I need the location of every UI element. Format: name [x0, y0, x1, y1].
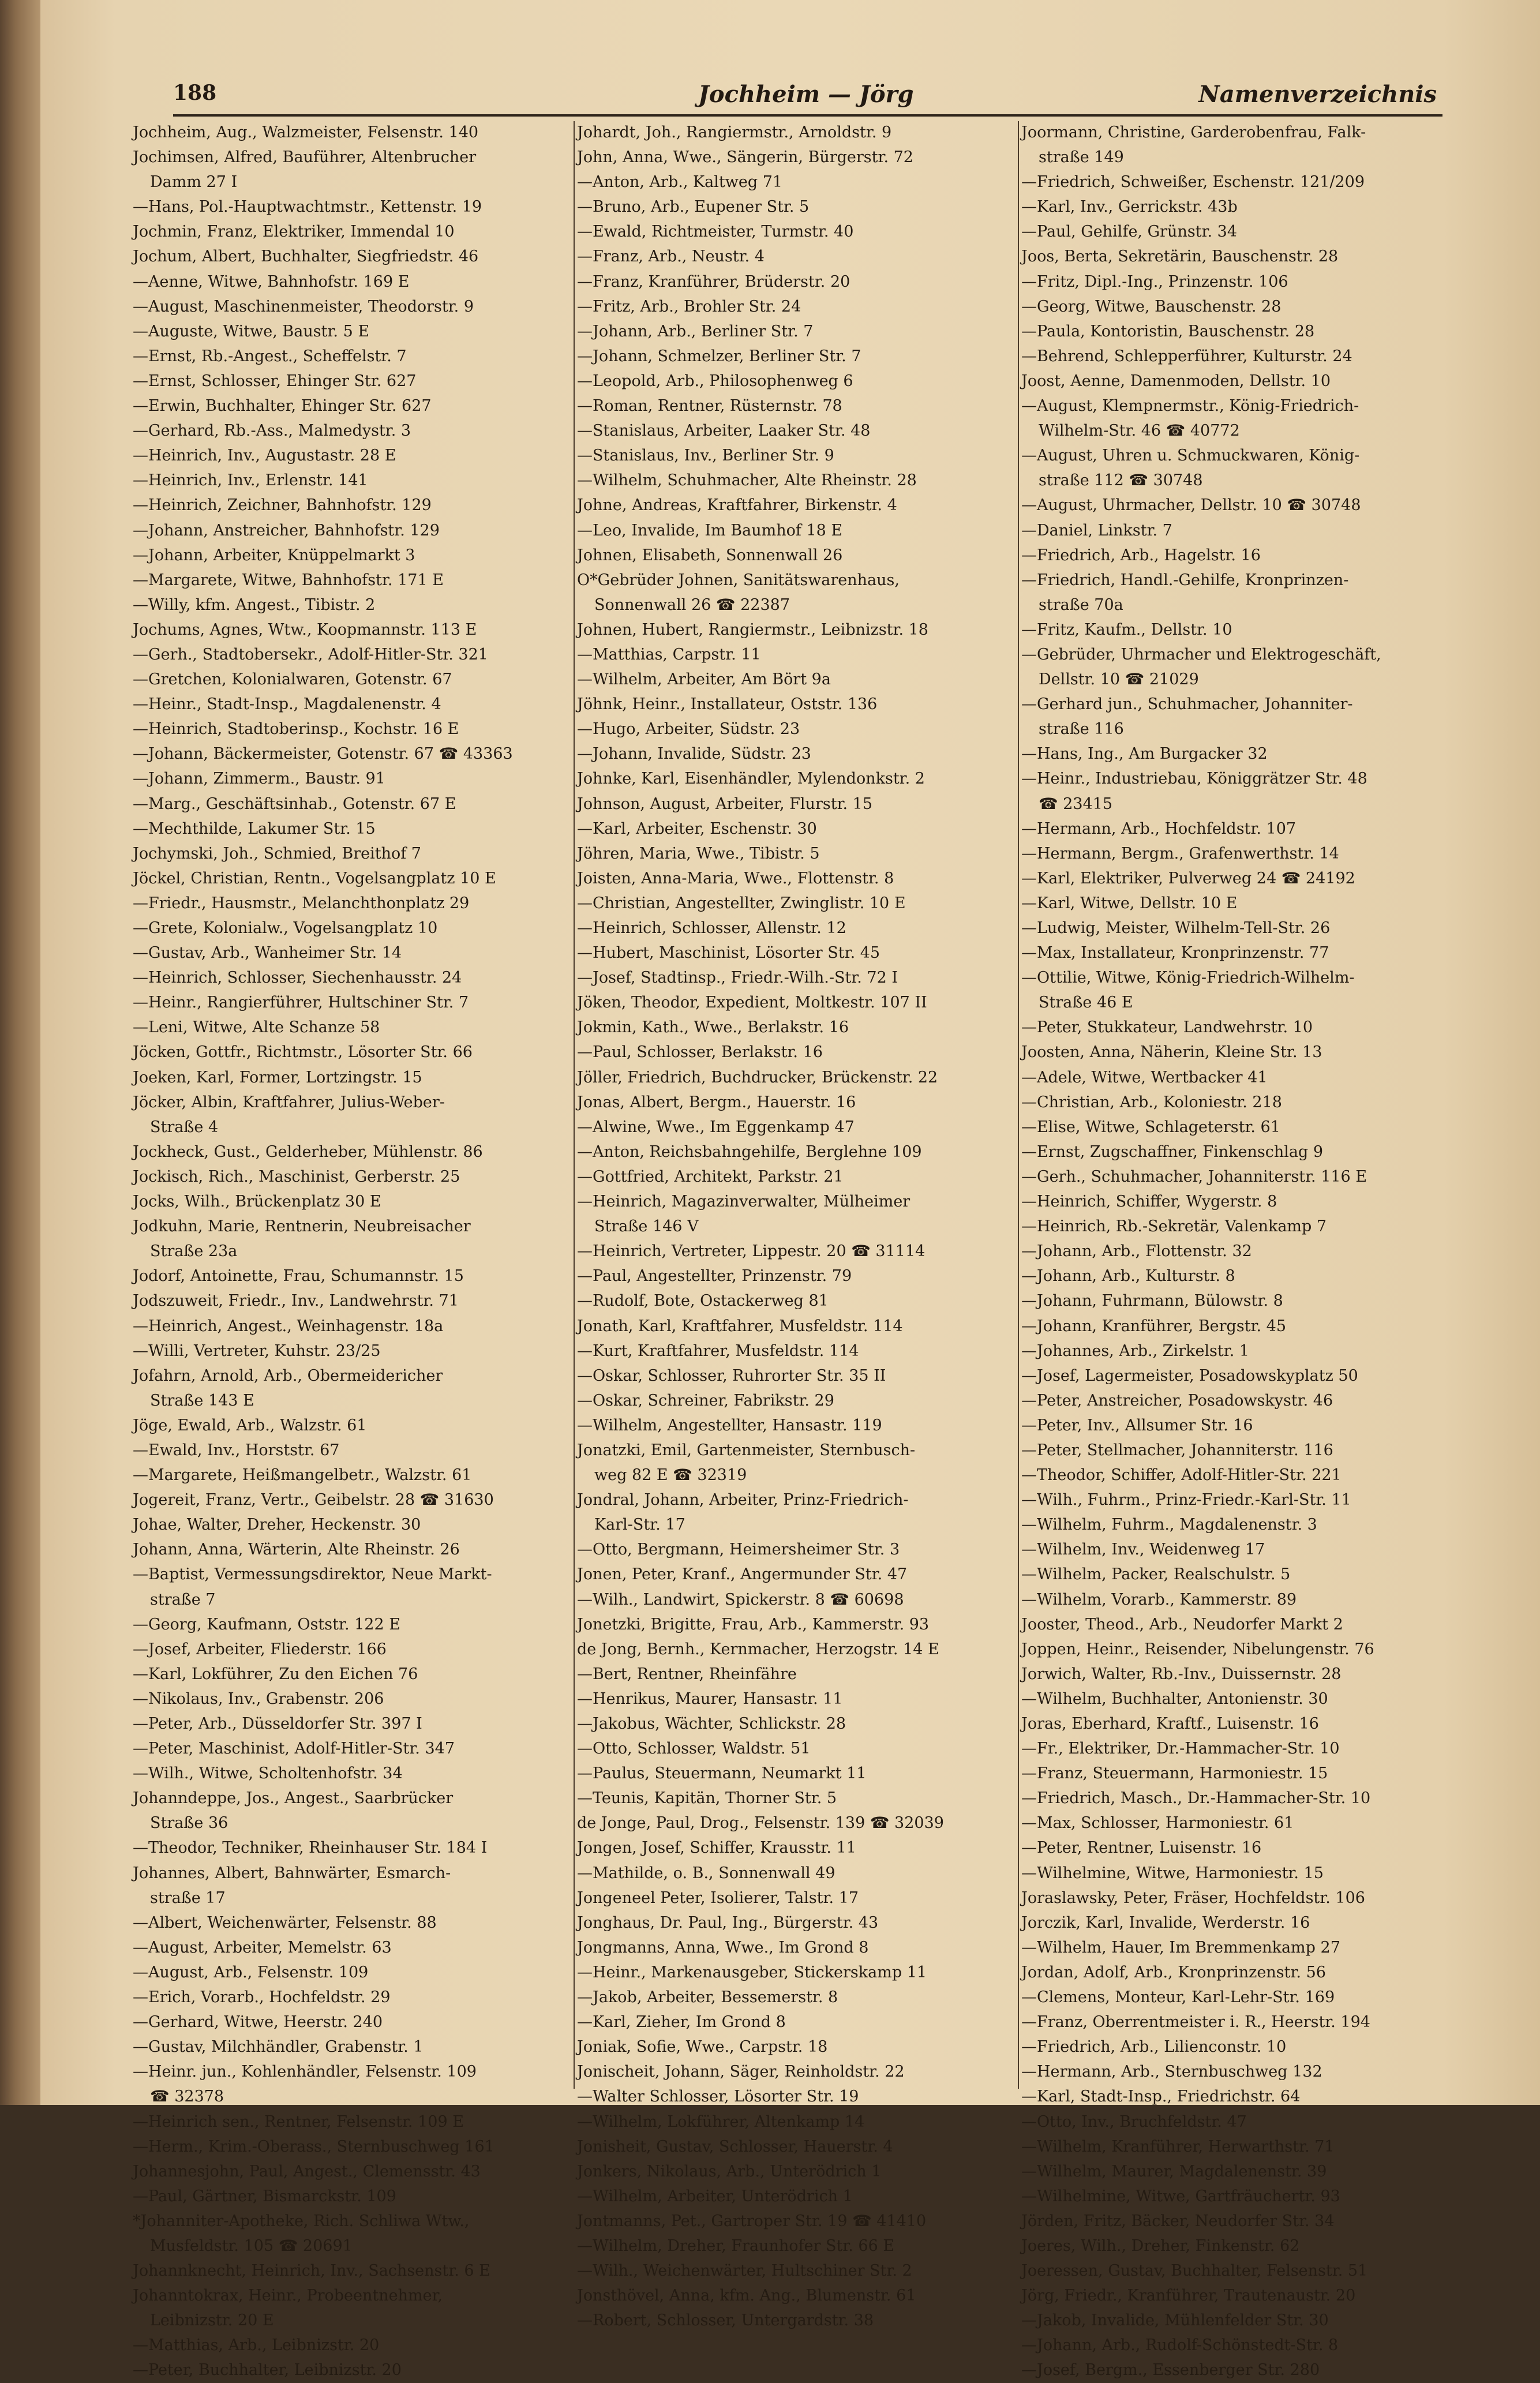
- directory-entry-line: —Christian, Arb., Koloniestr. 218: [1021, 1093, 1282, 1111]
- directory-entry-line: —Christian, Angestellter, Zwinglistr. 10 E: [577, 894, 906, 912]
- directory-entry-line: Jochheim, Aug., Walzmeister, Felsenstr. 140: [133, 123, 479, 141]
- directory-entry-line: —Johann, Arb., Flottenstr. 32: [1021, 1242, 1252, 1261]
- directory-entry-line: Jöge, Ewald, Arb., Walzstr. 61: [133, 1416, 367, 1434]
- directory-entry-line: Jöken, Theodor, Expedient, Moltkestr. 107 II: [577, 994, 927, 1012]
- page-header: [133, 75, 1437, 115]
- directory-entry-line: —Georg, Witwe, Bauschenstr. 28: [1021, 297, 1282, 316]
- directory-entry-line: —August, Klempnermstr., König-Friedrich-: [1021, 397, 1359, 415]
- directory-entry-line: —Otto, Inv., Bruchfeldstr. 47: [1021, 2112, 1247, 2131]
- directory-entry-line: Jöcker, Albin, Kraftfahrer, Julius-Weber-: [133, 1093, 445, 1111]
- directory-entry-line: ☎ 32378: [150, 2088, 224, 2106]
- directory-entry-line: Jonkers, Nikolaus, Arb., Unterödrich 1: [577, 2162, 882, 2180]
- directory-entry-line: Jocks, Wilh., Brückenplatz 30 E: [133, 1193, 381, 1211]
- directory-entry-line: —Wilhelm, Hauer, Im Bremmenkamp 27: [1021, 1938, 1340, 1957]
- directory-entry-line: Jodkuhn, Marie, Rentnerin, Neubreisacher: [133, 1217, 471, 1236]
- directory-entry-line: —Wilhelm, Packer, Realschulstr. 5: [1021, 1565, 1291, 1584]
- directory-entry-line: Jodszuweit, Friedr., Inv., Landwehrstr. 71: [133, 1292, 459, 1310]
- directory-entry-line: Jongen, Josef, Schiffer, Krausstr. 11: [577, 1839, 856, 1857]
- directory-entry-line: —Elise, Witwe, Schlageterstr. 61: [1021, 1118, 1280, 1136]
- directory-entry-line: —Friedrich, Schweißer, Eschenstr. 121/209: [1021, 173, 1365, 192]
- directory-entry-line: —Johann, Kranführer, Bergstr. 45: [1021, 1317, 1287, 1335]
- directory-entry-line: —Johann, Anstreicher, Bahnhofstr. 129: [133, 521, 440, 539]
- directory-entry-line: —Teunis, Kapitän, Thorner Str. 5: [577, 1789, 837, 1808]
- directory-entry-line: Straße 46 E: [1039, 994, 1133, 1012]
- directory-entry-line: —Jakob, Invalide, Mühlenfelder Str. 30: [1021, 2311, 1329, 2330]
- directory-entry-line: —Wilhelm, Arbeiter, Am Bört 9a: [577, 670, 831, 689]
- directory-entry-line: —Max, Installateur, Kronprinzenstr. 77: [1021, 944, 1329, 962]
- directory-entry-line: Jörden, Fritz, Bäcker, Neudorfer Str. 34: [1021, 2212, 1335, 2230]
- directory-entry-line: —Franz, Kranführer, Brüderstr. 20: [577, 272, 850, 291]
- directory-entry-line: —Ludwig, Meister, Wilhelm-Tell-Str. 26: [1021, 919, 1331, 937]
- directory-entry-line: —Oskar, Schreiner, Fabrikstr. 29: [577, 1391, 834, 1410]
- directory-entry-line: —Wilhelm, Angestellter, Hansastr. 119: [577, 1416, 882, 1434]
- directory-entry-line: Joraslawsky, Peter, Fräser, Hochfeldstr. 106: [1021, 1889, 1365, 1907]
- directory-entry-line: —Wilh., Witwe, Scholtenhofstr. 34: [133, 1764, 403, 1783]
- directory-entry-line: —Fritz, Arb., Brohler Str. 24: [577, 297, 801, 316]
- directory-entry-line: —Leni, Witwe, Alte Schanze 58: [133, 1018, 380, 1037]
- directory-entry-line: —Johann, Zimmerm., Baustr. 91: [133, 770, 385, 788]
- directory-entry-line: —Wilh., Weichenwärter, Hultschiner Str. 2: [577, 2262, 912, 2280]
- directory-entry-line: —Stanislaus, Arbeiter, Laaker Str. 48: [577, 422, 871, 440]
- directory-entry-line: Joosten, Anna, Näherin, Kleine Str. 13: [1021, 1043, 1322, 1062]
- directory-entry-line: —Daniel, Linkstr. 7: [1021, 521, 1172, 539]
- directory-entry-line: Johae, Walter, Dreher, Heckenstr. 30: [133, 1516, 421, 1534]
- directory-entry-line: —Johann, Invalide, Südstr. 23: [577, 745, 811, 763]
- directory-entry-line: —Gerh., Stadtobersekr., Adolf-Hitler-Str. 321: [133, 645, 488, 664]
- directory-entry-line: —Hans, Pol.-Hauptwachtmstr., Kettenstr. 19: [133, 198, 482, 216]
- directory-entry-line: —Theodor, Techniker, Rheinhauser Str. 184 I: [133, 1839, 488, 1857]
- directory-entry-line: —Kurt, Kraftfahrer, Musfeldstr. 114: [577, 1342, 859, 1360]
- directory-entry-line: Jongeneel Peter, Isolierer, Talstr. 17: [577, 1889, 859, 1907]
- directory-entry-line: Joormann, Christine, Garderobenfrau, Falk-: [1021, 123, 1366, 141]
- directory-entry-line: —Alwine, Wwe., Im Eggenkamp 47: [577, 1118, 855, 1136]
- directory-entry-line: —Baptist, Vermessungsdirektor, Neue Markt-: [133, 1565, 492, 1584]
- directory-entry-line: straße 70a: [1039, 595, 1123, 614]
- directory-entry-line: Jonatzki, Emil, Gartenmeister, Sternbusch-: [577, 1441, 916, 1459]
- directory-entry-line: Sonnenwall 26 ☎ 22387: [594, 595, 790, 614]
- directory-entry-line: —Hermann, Arb., Sternbuschweg 132: [1021, 2063, 1322, 2081]
- directory-entry-line: straße 112 ☎ 30748: [1039, 471, 1203, 490]
- directory-entry-line: Joniak, Sofie, Wwe., Carpstr. 18: [577, 2038, 828, 2056]
- directory-entry-line: Jokmin, Kath., Wwe., Berlakstr. 16: [577, 1018, 849, 1037]
- directory-entry-line: —Heinrich, Vertreter, Lippestr. 20 ☎ 31114: [577, 1242, 926, 1261]
- directory-entry-line: Joeres, Wilh., Dreher, Finkenstr. 62: [1021, 2236, 1300, 2255]
- directory-entry-line: —Ernst, Zugschaffner, Finkenschlag 9: [1021, 1142, 1324, 1161]
- directory-entry-line: —Wilhelmine, Witwe, Gartfräuchertr. 93: [1021, 2187, 1340, 2205]
- directory-entry-line: —Gerhard jun., Schuhmacher, Johanniter-: [1021, 695, 1353, 714]
- directory-entry-line: —Matthias, Arb., Leibnizstr. 20: [133, 2336, 380, 2355]
- directory-entry-line: —Johannes, Arb., Zirkelstr. 1: [1021, 1342, 1250, 1360]
- directory-entry-line: —Wilhelm, Dreher, Fraunhofer Str. 66 E: [577, 2236, 895, 2255]
- directory-entry-line: Johardt, Joh., Rangiermstr., Arnoldstr. 9: [577, 123, 892, 141]
- directory-entry-line: —Heinrich sen., Rentner, Felsenstr. 109 E: [133, 2112, 464, 2131]
- directory-entry-line: —Heinr., Rangierführer, Hultschiner Str. 7: [133, 994, 469, 1012]
- directory-entry-line: Joost, Aenne, Damenmoden, Dellstr. 10: [1021, 372, 1331, 390]
- directory-entry-line: —Johann, Arbeiter, Knüppelmarkt 3: [133, 546, 415, 564]
- directory-entry-line: —Heinrich, Schlosser, Siechenhausstr. 24: [133, 969, 462, 987]
- directory-entry-line: —Leopold, Arb., Philosophenweg 6: [577, 372, 853, 390]
- directory-entry-line: Jonas, Albert, Bergm., Hauerstr. 16: [577, 1093, 856, 1111]
- section-title: Namenverzeichnis: [1198, 81, 1437, 108]
- directory-entry-line: —Clemens, Monteur, Karl-Lehr-Str. 169: [1021, 1988, 1335, 2007]
- directory-entry-line: straße 116: [1039, 720, 1124, 739]
- directory-entry-line: —Franz, Arb., Neustr. 4: [577, 248, 765, 266]
- directory-entry-line: —Wilh., Landwirt, Spickerstr. 8 ☎ 60698: [577, 1590, 904, 1609]
- directory-entry-line: Johanntokrax, Heinr., Probeentnehmer,: [133, 2287, 443, 2305]
- directory-entry-line: —Oskar, Schlosser, Ruhrorter Str. 35 II: [577, 1366, 886, 1385]
- directory-entry-line: —Jakobus, Wächter, Schlickstr. 28: [577, 1715, 846, 1733]
- directory-entry-line: Wilhelm-Str. 46 ☎ 40772: [1039, 422, 1240, 440]
- directory-entry-line: —Heinrich, Inv., Augustastr. 28 E: [133, 447, 396, 465]
- directory-entry-line: John, Anna, Wwe., Sängerin, Bürgerstr. 72: [577, 148, 913, 167]
- directory-entry-line: —Henrikus, Maurer, Hansastr. 11: [577, 1689, 843, 1708]
- directory-entry-line: —Peter, Inv., Allsumer Str. 16: [1021, 1416, 1253, 1434]
- directory-entry-line: Johnson, August, Arbeiter, Flurstr. 15: [577, 795, 873, 813]
- directory-entry-line: de Jonge, Paul, Drog., Felsenstr. 139 ☎ 32039: [577, 1814, 944, 1833]
- directory-entry-line: —Robert, Schlosser, Untergardstr. 38: [577, 2311, 874, 2330]
- directory-entry-line: straße 17: [150, 1889, 226, 1907]
- directory-entry-line: Joppen, Heinr., Reisender, Nibelungenstr. 76: [1021, 1640, 1374, 1658]
- directory-entry-line: —Peter, Arb., Düsseldorfer Str. 397 I: [133, 1715, 422, 1733]
- directory-entry-line: —Heinrich, Schlosser, Allenstr. 12: [577, 919, 846, 937]
- directory-entry-line: Jochums, Agnes, Wtw., Koopmannstr. 113 E: [133, 620, 477, 639]
- directory-entry-line: Joos, Berta, Sekretärin, Bauschenstr. 28: [1021, 248, 1339, 266]
- directory-entry-line: —Friedrich, Handl.-Gehilfe, Kronprinzen-: [1021, 571, 1349, 589]
- directory-entry-line: Straße 146 V: [594, 1217, 699, 1236]
- directory-entry-line: —Johann, Arb., Berliner Str. 7: [577, 322, 814, 340]
- directory-entry-line: Jöller, Friedrich, Buchdrucker, Brückenstr. 22: [577, 1068, 938, 1086]
- directory-entry-line: —Hermann, Arb., Hochfeldstr. 107: [1021, 819, 1297, 838]
- directory-entry-line: Jochymski, Joh., Schmied, Breithof 7: [133, 844, 421, 863]
- header-rule: [173, 114, 1442, 117]
- directory-entry-line: Joras, Eberhard, Kraftf., Luisenstr. 16: [1021, 1715, 1319, 1733]
- directory-entry-line: —Friedrich, Arb., Hagelstr. 16: [1021, 546, 1261, 564]
- directory-entry-line: —Bert, Rentner, Rheinfähre: [577, 1665, 797, 1683]
- directory-entry-line: —Peter, Stellmacher, Johanniterstr. 116: [1021, 1441, 1333, 1459]
- directory-entry-line: —Hans, Ing., Am Burgacker 32: [1021, 745, 1268, 763]
- directory-entry-line: —Aenne, Witwe, Bahnhofstr. 169 E: [133, 272, 410, 291]
- directory-entry-line: —Friedr., Hausmstr., Melanchthonplatz 29: [133, 894, 470, 912]
- directory-entry-line: —Heinr., Stadt-Insp., Magdalenenstr. 4: [133, 695, 441, 714]
- directory-entry-line: —Marg., Geschäftsinhab., Gotenstr. 67 E: [133, 795, 456, 813]
- directory-entry-line: —Karl, Inv., Gerrickstr. 43b: [1021, 198, 1238, 216]
- directory-entry-line: —Bruno, Arb., Eupener Str. 5: [577, 198, 810, 216]
- directory-entry-line: —Paul, Gärtner, Bismarckstr. 109: [133, 2187, 396, 2205]
- directory-entry-line: Jöcken, Gottfr., Richtmstr., Lösorter Str. 66: [133, 1043, 473, 1062]
- directory-entry-line: Jöckel, Christian, Rentn., Vogelsangplatz 10 E: [133, 869, 496, 887]
- directory-entry-line: Jondral, Johann, Arbeiter, Prinz-Friedrich-: [577, 1491, 909, 1509]
- page-number: 188: [173, 81, 217, 105]
- directory-entry-line: ☎ 23415: [1039, 795, 1113, 813]
- directory-entry-line: Jochimsen, Alfred, Bauführer, Altenbrucher: [133, 148, 477, 167]
- directory-entry-line: O*Gebrüder Johnen, Sanitätswarenhaus,: [577, 571, 900, 589]
- directory-entry-line: —Josef, Lagermeister, Posadowskyplatz 50: [1021, 1366, 1358, 1385]
- directory-entry-line: —Heinr., Markenausgeber, Stickerskamp 11: [577, 1963, 927, 1981]
- directory-entry-line: Jochmin, Franz, Elektriker, Immendal 10: [133, 223, 455, 241]
- directory-entry-line: —Max, Schlosser, Harmoniestr. 61: [1021, 1814, 1294, 1833]
- directory-entry-line: —Wilhelm, Maurer, Magdalenenstr. 39: [1021, 2162, 1327, 2180]
- directory-entry-line: Johannesjohn, Paul, Angest., Clemensstr. 43: [133, 2162, 481, 2180]
- name-range-heading: Jochheim — Jörg: [698, 81, 914, 108]
- directory-entry-line: —Stanislaus, Inv., Berliner Str. 9: [577, 447, 834, 465]
- directory-entry-line: —Heinrich, Stadtoberinsp., Kochstr. 16 E: [133, 720, 459, 739]
- directory-entry-line: —Behrend, Schlepperführer, Kulturstr. 24: [1021, 347, 1352, 365]
- directory-entry-line: —Wilhelm, Kranführer, Herwarthstr. 71: [1021, 2137, 1335, 2156]
- directory-entry-line: —Wilhelm, Arbeiter, Unterödrich 1: [577, 2187, 853, 2205]
- directory-entry-line: Jongmanns, Anna, Wwe., Im Grond 8: [577, 1938, 869, 1957]
- directory-entry-line: —Paul, Gehilfe, Grünstr. 34: [1021, 223, 1238, 241]
- directory-entry-line: —Erwin, Buchhalter, Ehinger Str. 627: [133, 397, 432, 415]
- directory-entry-line: —Erich, Vorarb., Hochfeldstr. 29: [133, 1988, 391, 2007]
- directory-entry-line: —Karl, Elektriker, Pulverweg 24 ☎ 24192: [1021, 869, 1355, 887]
- directory-entry-line: Jonetzki, Brigitte, Frau, Arb., Kammerstr. 93: [577, 1615, 930, 1633]
- directory-entry-line: —Albert, Weichenwärter, Felsenstr. 88: [133, 1913, 437, 1932]
- directory-entry-line: Jodorf, Antoinette, Frau, Schumannstr. 15: [133, 1267, 464, 1286]
- directory-entry-line: —Adele, Witwe, Wertbacker 41: [1021, 1068, 1268, 1086]
- directory-entry-line: —Leo, Invalide, Im Baumhof 18 E: [577, 521, 843, 539]
- directory-entry-line: —Wilh., Fuhrm., Prinz-Friedr.-Karl-Str. 11: [1021, 1491, 1351, 1509]
- directory-entry-line: Johannknecht, Heinrich, Inv., Sachsenstr. 6 E: [133, 2262, 490, 2280]
- directory-entry-line: —Mechthilde, Lakumer Str. 15: [133, 819, 376, 838]
- directory-entry-line: —Josef, Arbeiter, Fliederstr. 166: [133, 1640, 387, 1658]
- directory-entry-line: Straße 4: [150, 1118, 219, 1136]
- directory-entry-line: —Franz, Oberrentmeister i. R., Heerstr. 194: [1021, 2013, 1370, 2032]
- directory-entry-line: —Josef, Bergm., Essenberger Str. 280: [1021, 2361, 1320, 2380]
- directory-entry-line: —Karl, Stadt-Insp., Friedrichstr. 64: [1021, 2088, 1301, 2106]
- directory-entry-line: straße 149: [1039, 148, 1124, 167]
- directory-entry-line: —Peter, Maschinist, Adolf-Hitler-Str. 347: [133, 1740, 455, 1758]
- directory-entry-line: Musfeldstr. 105 ☎ 20691: [150, 2236, 353, 2255]
- directory-entry-line: —Peter, Rentner, Luisenstr. 16: [1021, 1839, 1262, 1857]
- directory-entry-line: —Ottilie, Witwe, König-Friedrich-Wilhelm-: [1021, 969, 1355, 987]
- directory-entry-line: Jörg, Friedr., Kranführer, Trautenaustr. 20: [1021, 2287, 1356, 2305]
- directory-entry-line: —Theodor, Schiffer, Adolf-Hitler-Str. 221: [1021, 1466, 1342, 1485]
- directory-entry-line: Jockheck, Gust., Gelderheber, Mühlenstr. 86: [133, 1142, 483, 1161]
- directory-entry-line: —Georg, Kaufmann, Oststr. 122 E: [133, 1615, 400, 1633]
- column-divider: [1018, 121, 1019, 2089]
- directory-entry-line: Jonischeit, Johann, Säger, Reinholdstr. 22: [577, 2063, 905, 2081]
- directory-entry-line: —Josef, Stadtinsp., Friedr.-Wilh.-Str. 72 I: [577, 969, 898, 987]
- directory-entry-line: —Wilhelm, Fuhrm., Magdalenenstr. 3: [1021, 1516, 1317, 1534]
- directory-entry-line: —Heinrich, Zeichner, Bahnhofstr. 129: [133, 496, 432, 515]
- directory-entry-line: Jofahrn, Arnold, Arb., Obermeidericher: [133, 1366, 443, 1385]
- directory-entry-line: —Gerhard, Witwe, Heerstr. 240: [133, 2013, 383, 2032]
- directory-entry-line: Jogereit, Franz, Vertr., Geibelstr. 28 ☎ 31630: [133, 1491, 494, 1509]
- directory-entry-line: Jonghaus, Dr. Paul, Ing., Bürgerstr. 43: [577, 1913, 879, 1932]
- directory-entry-line: —August, Maschinenmeister, Theodorstr. 9: [133, 297, 474, 316]
- directory-entry-line: Karl-Str. 17: [594, 1516, 685, 1534]
- directory-entry-line: Johnke, Karl, Eisenhändler, Mylendonkstr. 2: [577, 770, 925, 788]
- directory-entry-line: —Johann, Schmelzer, Berliner Str. 7: [577, 347, 861, 365]
- directory-entry-line: —Peter, Stukkateur, Landwehrstr. 10: [1021, 1018, 1313, 1037]
- directory-entry-line: Johanndeppe, Jos., Angest., Saarbrücker: [133, 1789, 454, 1808]
- directory-entry-line: —Johann, Arb., Rudolf-Schönstedt-Str. 8: [1021, 2336, 1339, 2355]
- directory-entry-line: —Anton, Reichsbahngehilfe, Berglehne 109: [577, 1142, 922, 1161]
- directory-entry-line: —Herm., Krim.-Oberass., Sternbuschweg 161: [133, 2137, 494, 2156]
- directory-entry-line: —Heinrich, Magazinverwalter, Mülheimer: [577, 1193, 910, 1211]
- directory-entry-line: —Paul, Schlosser, Berlakstr. 16: [577, 1043, 823, 1062]
- directory-entry-line: —Margarete, Heißmangelbetr., Walzstr. 61: [133, 1466, 472, 1485]
- directory-entry-line: —Hugo, Arbeiter, Südstr. 23: [577, 720, 800, 739]
- directory-entry-line: —Gustav, Arb., Wanheimer Str. 14: [133, 944, 402, 962]
- directory-entry-line: —Wilhelm, Vorarb., Kammerstr. 89: [1021, 1590, 1297, 1609]
- directory-entry-line: —Gustav, Milchhändler, Grabenstr. 1: [133, 2038, 424, 2056]
- directory-entry-line: —Heinr. jun., Kohlenhändler, Felsenstr. 109: [133, 2063, 477, 2081]
- directory-entry-line: Straße 143 E: [150, 1391, 254, 1410]
- directory-entry-line: —August, Uhren u. Schmuckwaren, König-: [1021, 447, 1360, 465]
- book-binding-edge: [0, 0, 40, 2105]
- directory-entry-line: —Nikolaus, Inv., Grabenstr. 206: [133, 1689, 384, 1708]
- directory-entry-line: Johnen, Hubert, Rangiermstr., Leibnizstr. 18: [577, 620, 928, 639]
- directory-entry-line: —Fritz, Dipl.-Ing., Prinzenstr. 106: [1021, 272, 1288, 291]
- directory-entry-line: —Peter, Buchhalter, Leibnizstr. 20: [133, 2361, 402, 2380]
- directory-entry-line: Jonsthövel, Anna, kfm. Ang., Blumenstr. 61: [577, 2287, 916, 2305]
- directory-entry-line: —Johann, Arb., Kulturstr. 8: [1021, 1267, 1235, 1286]
- directory-entry-line: —Heinrich, Schiffer, Wygerstr. 8: [1021, 1193, 1277, 1211]
- directory-entry-line: Joeken, Karl, Former, Lortzingstr. 15: [133, 1068, 422, 1086]
- directory-entry-line: —Otto, Bergmann, Heimersheimer Str. 3: [577, 1541, 900, 1559]
- directory-column-3: [1021, 120, 1460, 2380]
- directory-entry-line: —Paula, Kontoristin, Bauschenstr. 28: [1021, 322, 1315, 340]
- directory-entry-line: Jontmanns, Pet., Gartroper Str. 19 ☎ 41410: [577, 2212, 927, 2230]
- directory-entry-line: —Friedrich, Arb., Lilienconstr. 10: [1021, 2038, 1287, 2056]
- directory-entry-line: Jockisch, Rich., Maschinist, Gerberstr. 25: [133, 1167, 460, 1186]
- directory-entry-line: Johne, Andreas, Kraftfahrer, Birkenstr. 4: [577, 496, 897, 515]
- directory-entry-line: Joeressen, Gustav, Buchhalter, Felsenstr. 51: [1021, 2262, 1368, 2280]
- directory-entry-line: —Gerh., Schuhmacher, Johanniterstr. 116 E: [1021, 1167, 1367, 1186]
- directory-entry-line: straße 7: [150, 1590, 216, 1609]
- directory-entry-line: —Heinrich, Inv., Erlenstr. 141: [133, 471, 368, 490]
- directory-entry-line: Damm 27 I: [150, 173, 238, 192]
- directory-entry-line: —Franz, Steuermann, Harmoniestr. 15: [1021, 1764, 1328, 1783]
- directory-entry-line: —Gebrüder, Uhrmacher und Elektrogeschäft,: [1021, 645, 1381, 664]
- directory-entry-line: Jorczik, Karl, Invalide, Werderstr. 16: [1021, 1913, 1310, 1932]
- directory-entry-line: Jonen, Peter, Kranf., Angermunder Str. 47: [577, 1565, 908, 1584]
- directory-entry-line: Leibnizstr. 20 E: [150, 2311, 274, 2330]
- directory-entry-line: —Walter Schlosser, Lösorter Str. 19: [577, 2088, 859, 2106]
- column-divider: [574, 121, 575, 2089]
- directory-entry-line: Jordan, Adolf, Arb., Kronprinzenstr. 56: [1021, 1963, 1326, 1981]
- directory-entry-line: —August, Arbeiter, Memelstr. 63: [133, 1938, 392, 1957]
- directory-entry-line: —Gottfried, Architekt, Parkstr. 21: [577, 1167, 844, 1186]
- directory-entry-line: de Jong, Bernh., Kernmacher, Herzogstr. 14 E: [577, 1640, 939, 1658]
- directory-entry-line: Jonisheit, Gustav, Schlosser, Hauerstr. 4: [577, 2137, 893, 2156]
- directory-entry-line: —Wilhelm, Buchhalter, Antonienstr. 30: [1021, 1689, 1328, 1708]
- directory-entry-line: —Heinrich, Rb.-Sekretär, Valenkamp 7: [1021, 1217, 1327, 1236]
- directory-entry-line: —Ernst, Rb.-Angest., Scheffelstr. 7: [133, 347, 407, 365]
- directory-entry-line: —Willi, Vertreter, Kuhstr. 23/25: [133, 1342, 381, 1360]
- directory-entry-line: Jorwich, Walter, Rb.-Inv., Duissernstr. 28: [1021, 1665, 1342, 1683]
- directory-entry-line: Jooster, Theod., Arb., Neudorfer Markt 2: [1021, 1615, 1343, 1633]
- directory-entry-line: —Ewald, Richtmeister, Turmstr. 40: [577, 223, 854, 241]
- directory-entry-line: weg 82 E ☎ 32319: [594, 1466, 747, 1485]
- directory-entry-line: —Roman, Rentner, Rüsternstr. 78: [577, 397, 842, 415]
- directory-entry-line: —August, Uhrmacher, Dellstr. 10 ☎ 30748: [1021, 496, 1361, 515]
- directory-entry-line: —Paulus, Steuermann, Neumarkt 11: [577, 1764, 867, 1783]
- directory-entry-line: Jöhren, Maria, Wwe., Tibistr. 5: [577, 844, 820, 863]
- directory-entry-line: —Jakob, Arbeiter, Bessemerstr. 8: [577, 1988, 838, 2007]
- directory-entry-line: —Friedrich, Masch., Dr.-Hammacher-Str. 10: [1021, 1789, 1371, 1808]
- directory-entry-line: —Gerhard, Rb.-Ass., Malmedystr. 3: [133, 422, 411, 440]
- directory-entry-line: —Karl, Arbeiter, Eschenstr. 30: [577, 819, 817, 838]
- directory-entry-line: —Anton, Arb., Kaltweg 71: [577, 173, 783, 192]
- directory-entry-line: Jonath, Karl, Kraftfahrer, Musfeldstr. 114: [577, 1317, 903, 1335]
- directory-entry-line: —Hubert, Maschinist, Lösorter Str. 45: [577, 944, 880, 962]
- directory-entry-line: —Matthias, Carpstr. 11: [577, 645, 761, 664]
- directory-entry-line: —Auguste, Witwe, Baustr. 5 E: [133, 322, 370, 340]
- directory-entry-line: *Johanniter-Apotheke, Rich. Schliwa Wtw.,: [133, 2212, 470, 2230]
- directory-entry-line: Jöhnk, Heinr., Installateur, Oststr. 136: [577, 695, 878, 714]
- directory-entry-line: —Wilhelm, Schuhmacher, Alte Rheinstr. 28: [577, 471, 917, 490]
- directory-entry-line: —Hermann, Bergm., Grafenwerthstr. 14: [1021, 844, 1339, 863]
- directory-entry-line: —Karl, Lokführer, Zu den Eichen 76: [133, 1665, 418, 1683]
- directory-entry-line: Jochum, Albert, Buchhalter, Siegfriedstr. 46: [133, 248, 479, 266]
- directory-entry-line: —Wilhelm, Lokführer, Altenkamp 14: [577, 2112, 865, 2131]
- directory-entry-line: —Karl, Witwe, Dellstr. 10 E: [1021, 894, 1238, 912]
- directory-entry-line: Johnen, Elisabeth, Sonnenwall 26: [577, 546, 843, 564]
- directory-entry-line: —Johann, Fuhrmann, Bülowstr. 8: [1021, 1292, 1283, 1310]
- directory-entry-line: —Karl, Zieher, Im Grond 8: [577, 2013, 786, 2032]
- directory-entry-line: —August, Arb., Felsenstr. 109: [133, 1963, 369, 1981]
- directory-entry-line: Johann, Anna, Wärterin, Alte Rheinstr. 26: [133, 1541, 460, 1559]
- directory-entry-line: —Wilhelm, Inv., Weidenweg 17: [1021, 1541, 1265, 1559]
- directory-column-1: [133, 120, 571, 2380]
- directory-entry-line: —Ernst, Schlosser, Ehinger Str. 627: [133, 372, 417, 390]
- directory-entry-line: —Willy, kfm. Angest., Tibistr. 2: [133, 595, 376, 614]
- directory-entry-line: Joisten, Anna-Maria, Wwe., Flottenstr. 8: [577, 869, 894, 887]
- directory-entry-line: —Gretchen, Kolonialwaren, Gotenstr. 67: [133, 670, 452, 689]
- directory-entry-line: —Ewald, Inv., Horststr. 67: [133, 1441, 340, 1459]
- directory-entry-line: Straße 36: [150, 1814, 228, 1833]
- directory-entry-line: —Heinr., Industriebau, Königgrätzer Str. 48: [1021, 770, 1367, 788]
- directory-entry-line: Johannes, Albert, Bahnwärter, Esmarch-: [133, 1864, 451, 1882]
- directory-entry-line: —Rudolf, Bote, Ostackerweg 81: [577, 1292, 829, 1310]
- directory-entry-line: —Mathilde, o. B., Sonnenwall 49: [577, 1864, 835, 1882]
- directory-column-2: [577, 120, 1016, 2330]
- directory-entry-line: —Wilhelmine, Witwe, Harmoniestr. 15: [1021, 1864, 1324, 1882]
- directory-entry-line: —Fr., Elektriker, Dr.-Hammacher-Str. 10: [1021, 1740, 1340, 1758]
- directory-entry-line: —Paul, Angestellter, Prinzenstr. 79: [577, 1267, 852, 1286]
- directory-entry-line: —Grete, Kolonialw., Vogelsangplatz 10: [133, 919, 438, 937]
- directory-entry-line: —Otto, Schlosser, Waldstr. 51: [577, 1740, 811, 1758]
- directory-entry-line: —Peter, Anstreicher, Posadowskystr. 46: [1021, 1391, 1333, 1410]
- directory-entry-line: —Fritz, Kaufm., Dellstr. 10: [1021, 620, 1232, 639]
- directory-entry-line: Dellstr. 10 ☎ 21029: [1039, 670, 1199, 689]
- directory-entry-line: —Johann, Bäckermeister, Gotenstr. 67 ☎ 43363: [133, 745, 513, 763]
- directory-entry-line: Straße 23a: [150, 1242, 238, 1261]
- directory-entry-line: —Margarete, Witwe, Bahnhofstr. 171 E: [133, 571, 444, 589]
- directory-entry-line: —Heinrich, Angest., Weinhagenstr. 18a: [133, 1317, 444, 1335]
